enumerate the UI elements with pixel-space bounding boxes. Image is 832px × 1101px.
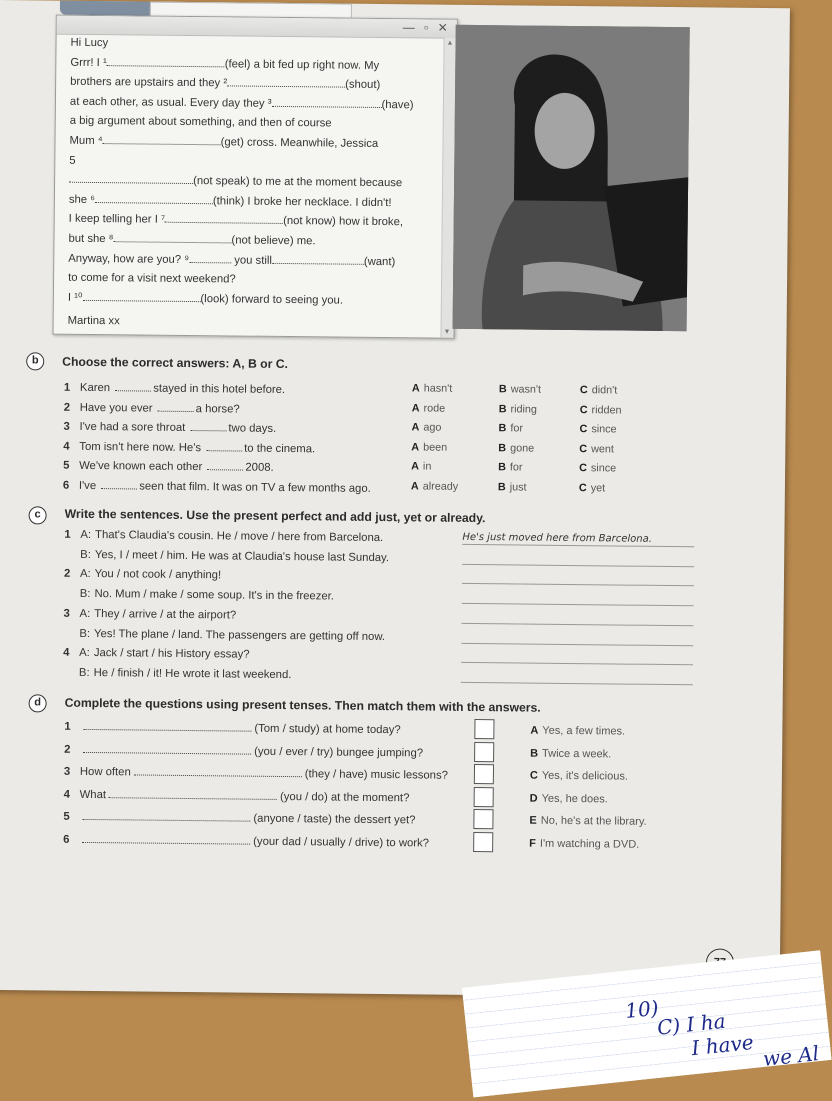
item-text: They / arrive / at the airport? [94,608,236,621]
scroll-up-icon[interactable]: ▲ [447,40,454,47]
answer-letter: B [530,747,538,759]
option-text: gone [510,442,534,454]
email-text: 5 [69,154,75,166]
item-text: Have you ever [80,401,153,414]
exercise-c-item [63,667,292,681]
item-number: 3 [64,766,80,778]
match-box[interactable] [474,787,494,807]
option-a[interactable] [412,382,452,394]
item-number: 4 [63,440,79,452]
option-b[interactable] [499,383,541,395]
answer-gap[interactable] [115,379,151,391]
option-letter: C [579,462,587,474]
item-text: Yes, I / meet / him. He was at Claudia's house last Sunday. [95,549,389,564]
email-text: Mum ⁴ [69,135,102,147]
item-text: He / finish / it! He wrote it last weekend. [94,667,292,681]
email-text: (not know) how it broke, [283,215,403,228]
option-c[interactable] [579,462,616,474]
item-number: 2 [64,401,80,413]
answer-gap[interactable] [158,399,194,411]
option-b[interactable] [499,403,537,415]
answer-gap[interactable] [206,439,242,451]
option-text: already [423,480,459,492]
option-letter: A [411,480,419,492]
exercise-c-item [64,588,334,603]
option-letter: B [498,462,506,474]
option-text: didn't [592,384,618,396]
answer-line[interactable] [461,641,693,645]
option-letter: C [580,404,588,416]
item-text: (your dad / usually / drive) to work? [253,836,429,850]
item-text: We've known each other [79,460,202,473]
gap-4[interactable] [103,132,221,145]
option-c[interactable] [580,404,622,416]
option-text: ago [423,422,441,434]
section-d-badge: d [29,694,47,712]
item-text: two days. [228,423,276,435]
option-text: in [423,461,432,473]
email-text: Grrr! I ¹ [70,56,107,68]
item-text: (anyone / taste) the dessert yet? [253,813,415,827]
option-c[interactable] [579,443,614,455]
answer-gap[interactable] [134,764,302,778]
answer-gap[interactable] [190,419,226,431]
exercise-b-item [64,379,285,396]
item-text: 2008. [245,462,273,474]
option-letter: B [499,403,507,415]
answer-option [529,815,646,828]
option-letter: C [579,423,587,435]
email-text: I ¹⁰ [68,291,83,303]
match-box[interactable] [474,742,494,762]
match-box[interactable] [474,719,494,739]
email-text: you still [234,254,272,266]
item-text: I've had a sore throat [79,421,185,434]
gap-6[interactable] [95,191,213,204]
option-a[interactable] [411,441,447,453]
email-text: a big argument about something, and then of course [70,112,434,135]
item-text: (you / ever / try) bungee jumping? [254,745,423,759]
item-number: 6 [63,834,79,846]
email-text: (shout) [345,79,380,91]
option-letter: A [411,441,419,453]
answer-text: I'm watching a DVD. [540,838,639,851]
gap-3[interactable] [271,95,381,108]
item-text: stayed in this hotel before. [153,383,285,396]
option-letter: C [579,443,587,455]
answer-option [530,747,611,760]
gap-9b[interactable] [272,251,364,264]
email-text: (look) forward to seeing you. [200,293,343,306]
email-text: (have) [381,99,413,111]
section-c-badge: c [29,506,47,524]
option-b[interactable] [498,442,534,454]
match-box[interactable] [473,809,493,829]
gap-5[interactable] [69,171,193,184]
answer-text: No, he's at the library. [541,815,647,828]
email-signature: Martina xx [68,312,432,335]
option-letter: B [498,481,506,493]
item-number: 1 [64,721,80,733]
option-text: rode [423,402,445,414]
item-number: 2 [64,568,80,580]
speaker-label: A: [79,647,90,659]
option-text: for [510,462,523,474]
exercise-d-item [63,808,415,827]
exercise-b-item [63,477,371,495]
option-c[interactable] [579,482,605,494]
answer-letter: D [530,792,538,804]
item-number: 4 [63,647,79,659]
answer-gap[interactable] [82,808,250,822]
item-number: 5 [63,811,79,823]
item-text: That's Claudia's cousin. He / move / here from Barcelona. [95,529,383,544]
gap-2[interactable] [227,75,345,88]
item-text: No. Mum / make / some soup. It's in the freezer. [94,588,334,603]
item-number: 4 [64,789,80,801]
option-letter: C [579,482,587,494]
handwritten-answer: He's just moved here from Barcelona. [462,532,652,545]
item-text: What [80,789,106,801]
email-text: (not speak) to me at the moment because [193,175,402,189]
item-number: 1 [64,529,80,541]
exercise-b-item [63,418,276,435]
answer-gap[interactable] [109,786,277,800]
scroll-down-icon[interactable]: ▼ [444,329,451,336]
email-text: (get) cross. Meanwhile, Jessica [221,136,379,150]
email-text: Anyway, how are you? ⁹ [68,252,189,265]
option-letter: B [498,422,506,434]
email-text: (think) I broke her necklace. I didn't! [213,195,392,209]
item-text: to the cinema. [244,442,315,455]
speaker-label: B: [80,588,91,600]
answer-letter: F [529,838,536,850]
answer-option [530,725,625,738]
gap-7[interactable] [165,211,283,224]
speaker-label: A: [80,608,91,620]
answer-line[interactable] [461,622,693,626]
answer-text: Twice a week. [542,747,611,760]
option-letter: A [411,422,419,434]
section-d-title: Complete the questions using present tenses. Then match them with the answers. [65,696,541,715]
item-number: 5 [63,460,79,472]
option-letter: C [580,384,588,396]
header-strip [60,1,160,16]
answer-option [530,770,628,783]
photo-woman-laptop [453,25,690,331]
speaker-label: B: [80,549,91,561]
answer-option [529,838,639,851]
exercise-c-item [63,647,250,661]
exercise-c-item [64,548,389,563]
exercise-c-item [64,607,237,621]
item-text: Yes! The plane / land. The passengers are getting off now. [94,628,385,643]
option-text: since [591,423,616,435]
option-c[interactable] [579,423,616,435]
exercise-c-item [64,568,221,582]
handwriting-line: we Al [762,1041,820,1071]
answer-text: Yes, a few times. [542,725,625,738]
exercise-b-item [63,437,315,455]
option-text: since [591,463,616,475]
option-letter: A [412,402,420,414]
email-greeting: Hi Lucy [70,34,434,57]
exercise-d-item [64,763,448,782]
answer-letter: C [530,770,538,782]
answer-line[interactable] [462,602,694,606]
answer-gap[interactable] [101,477,137,489]
option-text: ridden [591,404,621,416]
item-text: (they / have) music lessons? [305,768,448,781]
email-text: (not believe) me. [231,234,315,247]
section-b-badge: b [26,352,44,370]
answer-gap[interactable] [83,718,251,732]
exercise-d-item [63,831,429,850]
answer-text: Yes, he does. [542,793,608,806]
email-text: (want) [364,255,396,267]
option-b[interactable] [498,422,523,434]
answer-gap[interactable] [82,831,250,845]
email-text: I keep telling her I ⁷ [69,213,166,226]
option-a[interactable] [411,461,431,473]
item-number: 3 [64,607,80,619]
item-text: Tom isn't here now. He's [79,441,201,454]
gap-10[interactable] [82,289,200,302]
answer-text: Yes, it's delicious. [542,770,628,783]
option-a[interactable] [411,422,441,434]
gap-8[interactable] [113,230,231,243]
item-number: 3 [63,421,79,433]
option-text: yet [591,482,606,494]
option-letter: A [411,461,419,473]
item-number: 2 [64,743,80,755]
item-text: Jack / start / his History essay? [94,647,250,661]
option-text: went [591,443,614,455]
answer-line[interactable] [461,661,693,665]
item-text: How often [80,766,131,779]
speaker-label: A: [80,568,91,580]
gap-9[interactable] [189,251,231,263]
item-text: I've [79,480,96,492]
email-text: to come for a visit next weekend? [68,269,432,292]
option-text: hasn't [424,382,453,394]
option-text: riding [510,403,537,415]
option-text: wasn't [511,383,541,395]
email-text: at each other, as usual. Every day they ³ [70,96,272,110]
item-text: (Tom / study) at home today? [254,723,400,737]
email-text: but she ⁸ [68,233,113,245]
answer-line[interactable] [462,582,694,586]
match-box[interactable] [474,764,494,784]
exercise-c-item [63,627,385,642]
item-text: a horse? [196,403,240,415]
answer-gap[interactable] [207,459,243,471]
exercise-d-item [64,718,400,737]
speaker-label: B: [79,667,90,679]
option-text: for [510,423,523,435]
match-box[interactable] [473,832,493,852]
window-controls-icon[interactable]: — ▫ ✕ [403,20,451,35]
section-b-title: Choose the correct answers: A, B or C. [62,355,288,371]
option-a[interactable] [412,402,446,414]
item-number: 6 [63,480,79,492]
option-a[interactable] [411,480,458,492]
option-text: just [510,481,527,493]
speaker-label: B: [79,627,90,639]
exercise-d-item [64,786,410,805]
email-text: she ⁶ [69,193,95,205]
answer-option [530,792,608,805]
option-letter: A [412,382,420,394]
option-b[interactable] [498,481,527,493]
answer-gap[interactable] [83,741,251,755]
item-text: seen that film. It was on TV a few months ago. [139,480,371,494]
speaker-label: A: [80,529,91,541]
answer-letter: A [530,725,538,737]
exercise-d-item [64,740,423,759]
handwriting-line: C) I ha [656,1009,727,1040]
exercise-c-item [64,529,383,544]
answer-letter: E [529,815,536,827]
handwriting-line: 10) [624,996,660,1023]
exercise-b-item [63,457,274,474]
option-c[interactable] [580,384,617,396]
item-text: (you / do) at the moment? [280,791,409,804]
gap-1[interactable] [107,54,225,67]
item-text: You / not cook / anything! [95,568,222,581]
exercise-b-item [64,398,240,415]
option-letter: B [498,442,506,454]
item-number: 1 [64,382,80,394]
item-text: Karen [80,382,110,394]
option-b[interactable] [498,462,523,474]
section-c-title: Write the sentences. Use the present perfect and add just, yet or already. [65,507,486,525]
email-text: brothers are upstairs and they ² [70,76,227,90]
option-text: been [423,441,447,453]
answer-line[interactable] [462,563,694,567]
option-letter: B [499,383,507,395]
email-body [68,34,435,332]
email-text: (feel) a bit fed up right now. My [225,58,380,72]
email-window [52,15,457,339]
answer-line[interactable] [461,681,693,685]
handwriting-line: I have [690,1030,754,1060]
